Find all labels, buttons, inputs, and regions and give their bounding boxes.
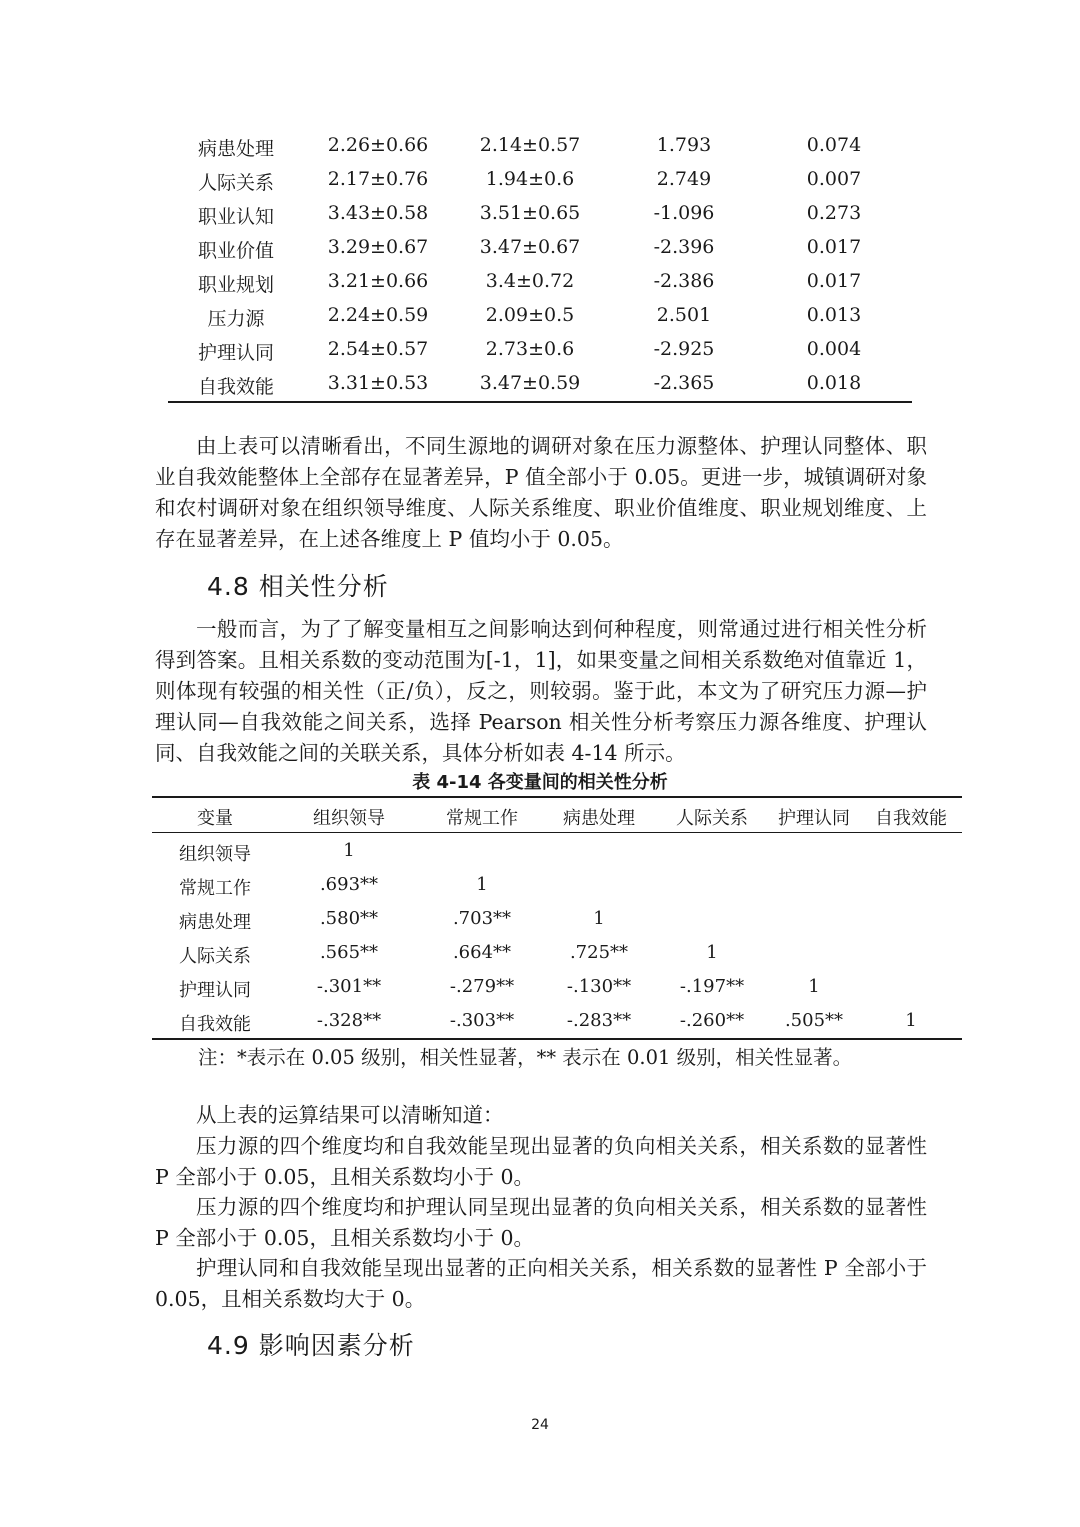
row-label: 职业价值	[197, 240, 275, 262]
table-row	[152, 902, 962, 936]
table-row	[168, 196, 912, 230]
row-label: 常规工作	[179, 878, 251, 899]
table-cell: 1	[706, 942, 718, 963]
table-cell: 2.26±0.66	[327, 134, 429, 156]
table-cell: 0.074	[806, 134, 862, 156]
table-cell: .703**	[452, 908, 512, 929]
paragraph-result-2: 压力源的四个维度均和护理认同呈现出显著的负向相关关系，相关系数的显著性 P 全部小于 0.05，且相关系数均小于 0。	[155, 1195, 927, 1250]
row-label: 病患处理	[179, 912, 251, 933]
table-caption: 表 4-14 各变量间的相关性分析	[412, 772, 668, 793]
table-row	[168, 366, 912, 400]
table-cell: 0.017	[806, 236, 862, 258]
paragraph-summary-origin: 由上表可以清晰看出，不同生源地的调研对象在压力源整体、护理认同整体、职业自我效能整体上全部存在显著差异，P 值全部小于 0.05。更进一步，城镇调研对象和农村调研对象在组织领导维度、人际关系维度、职业价值维度、职业规划维度、上存在显著差异，在上述各维度上 P 值均小于 0.05。	[155, 434, 927, 551]
table-cell: -1.096	[653, 202, 715, 224]
table-row	[168, 264, 912, 298]
table-row	[152, 970, 962, 1004]
row-label: 病患处理	[197, 138, 275, 160]
paragraph-correlation-intro: 一般而言，为了了解变量相互之间影响达到何种程度，则常通过进行相关性分析得到答案。且相关系数的变动范围为[-1，1]，如果变量之间相关系数绝对值靠近 1，则体现有较强的相关性（正/负），反之，则较弱。鉴于此，本文为了研究压力源—护理认同—自我效能之间关系，选择 Pearson 相关性分析考察压力源各维度、护理认同、自我效能之间的关联关系，具体分析如表 4-14 所示。	[155, 617, 927, 765]
table-cell: -.197**	[679, 976, 745, 997]
column-header: 病患处理	[563, 808, 635, 829]
table-cell: 1	[905, 1010, 917, 1031]
row-label: 自我效能	[197, 376, 275, 398]
table-cell: -.260**	[679, 1010, 745, 1031]
table-cell: .580**	[319, 908, 379, 929]
group-comparison-table	[168, 128, 912, 400]
column-header: 变量	[197, 808, 233, 829]
column-header: 组织领导	[313, 808, 385, 829]
table-cell: 2.501	[656, 304, 712, 326]
table-row	[168, 162, 912, 196]
table-cell: 3.29±0.67	[327, 236, 429, 258]
table-cell: 0.007	[806, 168, 862, 190]
section-heading-4-8: 4.8 相关性分析	[207, 572, 389, 601]
table-cell: 3.47±0.67	[479, 236, 581, 258]
table-cell: 1	[343, 840, 355, 861]
row-label: 职业规划	[197, 274, 275, 296]
row-label: 自我效能	[179, 1014, 251, 1035]
table-cell: 3.31±0.53	[327, 372, 429, 394]
column-header: 人际关系	[676, 808, 748, 829]
column-header: 护理认同	[778, 808, 850, 829]
page-number: 24	[531, 1417, 549, 1433]
table-row	[168, 230, 912, 264]
row-label: 压力源	[207, 308, 265, 330]
row-label: 职业认知	[197, 206, 275, 228]
column-header: 常规工作	[446, 808, 518, 829]
table-row	[168, 298, 912, 332]
row-label: 护理认同	[197, 342, 275, 364]
table-row	[152, 834, 962, 868]
table-cell: 1	[593, 908, 605, 929]
table-header-row	[152, 798, 962, 832]
table-row	[168, 332, 912, 366]
table-cell: 2.14±0.57	[479, 134, 581, 156]
table-cell: 2.73±0.6	[485, 338, 575, 360]
table-cell: 0.018	[806, 372, 862, 394]
table-cell: 1.793	[656, 134, 712, 156]
table-cell: -2.925	[653, 338, 715, 360]
table-header-rule	[152, 832, 962, 833]
row-label: 组织领导	[179, 844, 251, 865]
table-cell: 1	[808, 976, 820, 997]
table-cell: .693**	[319, 874, 379, 895]
section-heading-4-9: 4.9 影响因素分析	[207, 1331, 415, 1360]
paragraph-result-3: 护理认同和自我效能呈现出显著的正向相关关系，相关系数的显著性 P 全部小于 0.05，且相关系数均大于 0。	[155, 1256, 927, 1311]
table-cell: -.328**	[316, 1010, 382, 1031]
table-cell: -.130**	[566, 976, 632, 997]
table-cell: .664**	[452, 942, 512, 963]
table-cell: 2.09±0.5	[485, 304, 575, 326]
table-cell: -2.365	[653, 372, 715, 394]
table-cell: 0.273	[806, 202, 862, 224]
table-cell: 2.24±0.59	[327, 304, 429, 326]
table-cell: 2.749	[656, 168, 712, 190]
row-label: 人际关系	[197, 172, 275, 194]
table-cell: 0.004	[806, 338, 862, 360]
table-cell: -.303**	[449, 1010, 515, 1031]
table-cell: -2.396	[653, 236, 715, 258]
table-cell: 2.17±0.76	[327, 168, 429, 190]
table-cell: 1	[476, 874, 488, 895]
table-cell: -.279**	[449, 976, 515, 997]
table-cell: -.283**	[566, 1010, 632, 1031]
table-row	[168, 128, 912, 162]
table-cell: 0.017	[806, 270, 862, 292]
table-cell: -2.386	[653, 270, 715, 292]
table-row	[152, 936, 962, 970]
table-bottom-rule	[152, 1038, 962, 1040]
table-cell: 3.51±0.65	[479, 202, 581, 224]
table-cell: -.301**	[316, 976, 382, 997]
table-cell: .565**	[319, 942, 379, 963]
table-cell: 3.4±0.72	[485, 270, 575, 292]
paragraph-result-1: 压力源的四个维度均和自我效能呈现出显著的负向相关关系，相关系数的显著性 P 全部小于 0.05，且相关系数均小于 0。	[155, 1134, 927, 1189]
table-row	[152, 1004, 962, 1038]
row-label: 护理认同	[179, 980, 251, 1001]
table-row	[152, 868, 962, 902]
column-header: 自我效能	[875, 808, 947, 829]
table-cell: 3.21±0.66	[327, 270, 429, 292]
table-cell: .725**	[569, 942, 629, 963]
table-note: 注：*表示在 0.05 级别，相关性显著，** 表示在 0.01 级别，相关性显著。	[198, 1046, 853, 1069]
table-cell: 1.94±0.6	[485, 168, 575, 190]
table-cell: 3.47±0.59	[479, 372, 581, 394]
row-label: 人际关系	[179, 946, 251, 967]
table-cell: 3.43±0.58	[327, 202, 429, 224]
table-cell: 2.54±0.57	[327, 338, 429, 360]
table-bottom-rule	[168, 401, 912, 403]
paragraph-results-lead: 从上表的运算结果可以清晰知道：	[196, 1103, 504, 1127]
table-cell: .505**	[784, 1010, 844, 1031]
table-cell: 0.013	[806, 304, 862, 326]
